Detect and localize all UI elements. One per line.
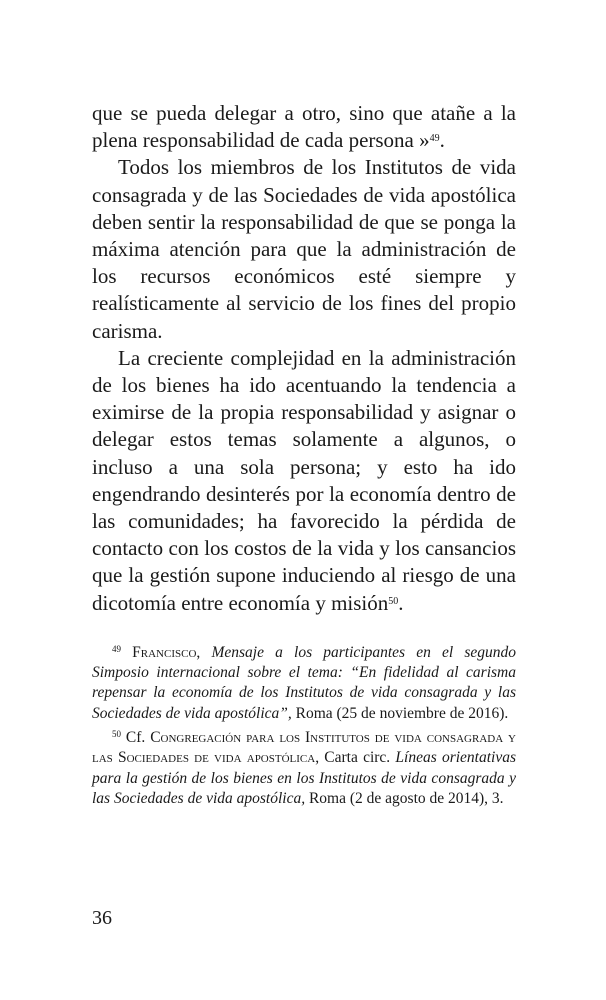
footnote-doc-type: Carta circ. (324, 749, 391, 767)
paragraph-1-end: . (439, 128, 445, 153)
footnote-author: Congregación para los Institutos de vida consagrada y las Sociedades de vida apostólica, (92, 729, 516, 767)
page-number: 36 (92, 907, 112, 929)
paragraph-1-text: que se pueda delegar a otro, sino que atañe a la plena responsabilidad de cada persona » (92, 101, 516, 153)
footnote-details: Roma (2 de agosto de 2014), 3. (308, 789, 504, 807)
paragraph-3-text: La creciente complejidad en la administración de los bienes ha ido acentuando la tendencia a eximirse de la propia responsabilidad y asignar o delegar estos temas solamente a algunos, o incluso a una sola persona; y esto ha ido engendrando desinterés por la economía dentro de las comunidades; ha favorecido la pérdida de contacto con los costos de la vida y los cansancios que la gestión supone induciendo al riesgo de una dicotomía entre economía y misión (92, 345, 516, 615)
footnote-number: 50 (112, 729, 121, 740)
footnote-ref-50: 50 (388, 595, 399, 607)
footnote-50 (92, 728, 516, 809)
footnote-details: Roma (25 de noviembre de 2016). (295, 704, 509, 722)
footnote-author: Francisco, (132, 643, 201, 661)
paragraph-1 (92, 100, 516, 154)
footnote-prefix: Cf. (125, 729, 146, 747)
footnotes (92, 643, 516, 809)
main-text (92, 100, 516, 617)
paragraph-2: Todos los miembros de los Institutos de vida consagrada y de las Sociedades de vida apostólica deben sentir la responsabilidad de que se ponga la máxima atención para que la administración de los recursos económicos esté siempre y realísticamente al servicio de los fines del propio carisma. (92, 155, 516, 343)
footnote-number: 49 (112, 643, 121, 654)
footnote-title: Mensaje a los participantes en el segundo Simposio internacional sobre el tema: “En fidelidad al carisma repensar la economía de los Institutos de vida consagrada y las Sociedades de vida apostólica”, (92, 643, 516, 722)
paragraph-3 (92, 345, 516, 617)
paragraph-3-end: . (398, 590, 404, 615)
footnote-49 (92, 643, 516, 724)
page-content (92, 100, 516, 813)
footnote-ref-49: 49 (429, 133, 440, 145)
footnote-title: Líneas orientativas para la gestión de los bienes en los Institutos de vida consagrada y las Sociedades de vida apostólica, (92, 749, 517, 807)
